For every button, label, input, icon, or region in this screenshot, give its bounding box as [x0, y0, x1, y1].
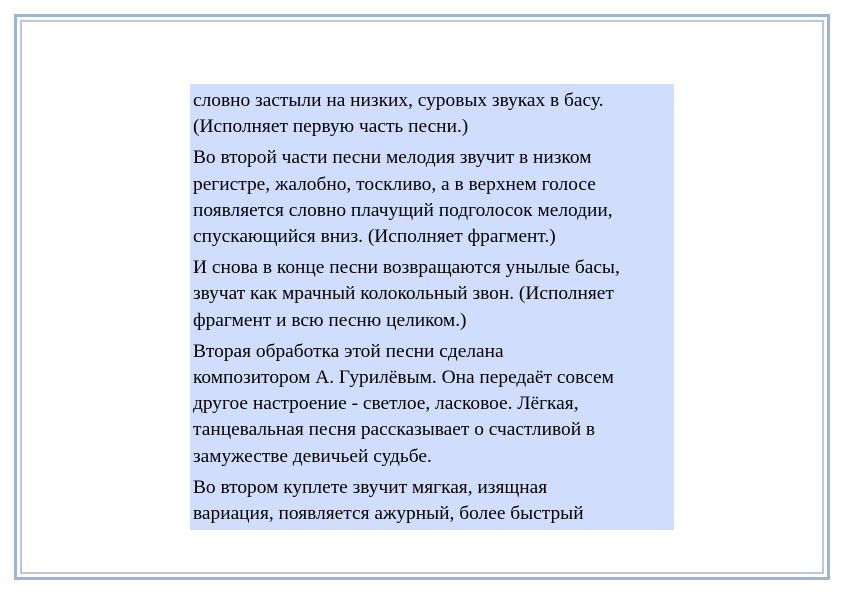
text-line: И снова в конце песни возвращаются унылые басы,	[193, 257, 620, 279]
paragraph-3	[193, 255, 670, 334]
text-line: спускающийся вниз. (Исполняет фрагмент.)	[193, 226, 556, 248]
text-line: словно застыли на низких, суровых звуках в басу.	[193, 90, 604, 111]
text-line: (Исполняет первую часть песни.)	[193, 116, 469, 138]
paragraph-5	[193, 475, 670, 527]
text-line: вариация, появляется ажурный, более быстрый	[193, 503, 584, 525]
text-line: Вторая обработка этой песни сделана	[193, 340, 504, 362]
text-line: композитором А. Гурилёвым. Она передаёт совсем	[193, 367, 614, 389]
text-line: регистре, жалобно, тоскливо, а в верхнем голосе	[193, 173, 596, 195]
paragraph-1	[193, 88, 670, 140]
paragraph-4	[193, 339, 670, 470]
text-line: другое настроение - светлое, ласковое. Лёгкая,	[193, 393, 579, 415]
text-line: звучат как мрачный колокольный звон. (Исполняет	[193, 283, 614, 305]
text-line: фрагмент и всю песню целиком.)	[193, 309, 467, 331]
text-box	[190, 84, 674, 530]
text-line: танцевальная песня рассказывает о счастливой в	[193, 419, 596, 441]
text-line: замужестве девичьей судьбе.	[193, 445, 432, 467]
text-line: Во втором куплете звучит мягкая, изящная	[193, 476, 548, 498]
text-line: Во второй части песни мелодия звучит в низком	[193, 147, 592, 169]
paragraph-2	[193, 145, 670, 250]
text-line: появляется словно плачущий подголосок мелодии,	[193, 199, 613, 221]
